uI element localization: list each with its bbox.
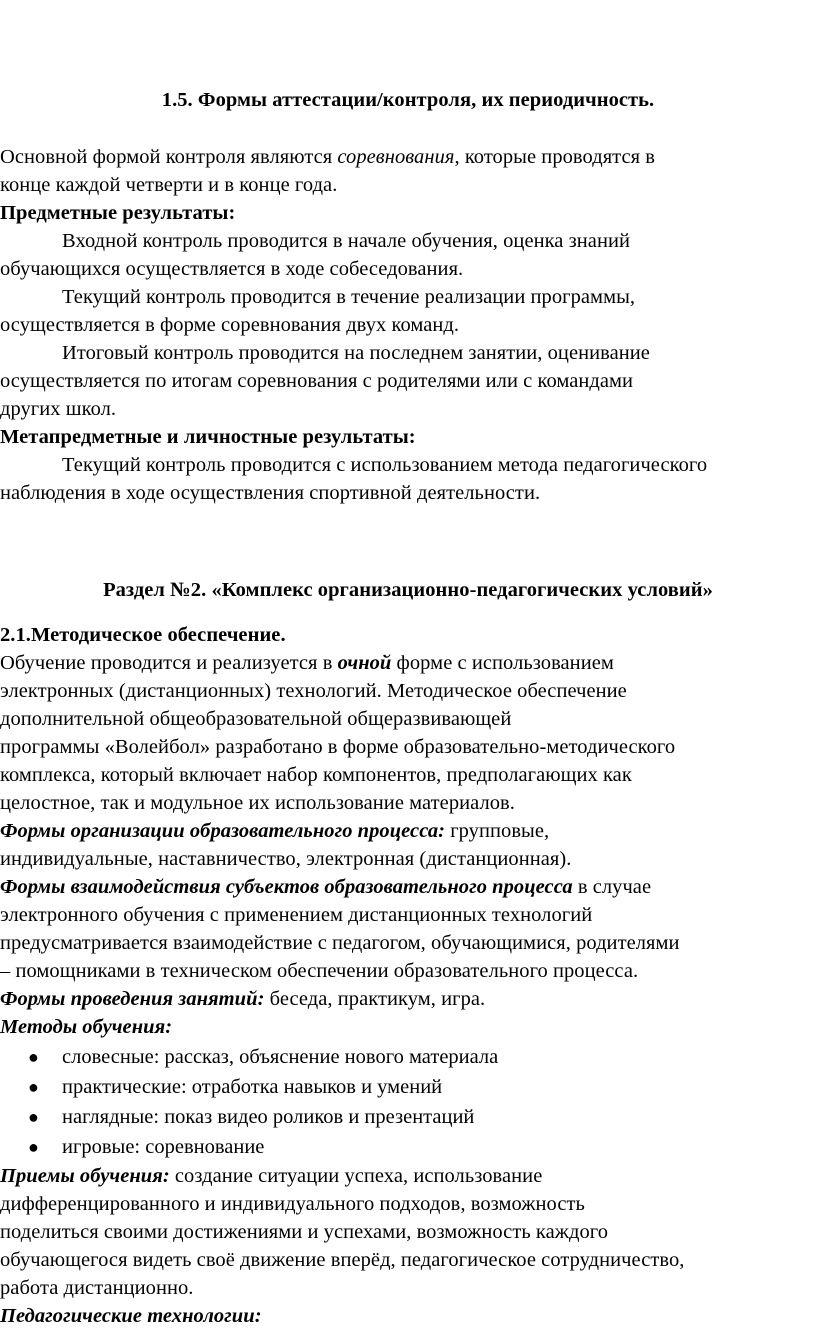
text: форме с использованием <box>391 652 614 674</box>
paragraph-line: дифференцированного и индивидуального подходов, возможность <box>0 1193 585 1215</box>
paragraph-line: обучающегося видеть своё движение вперёд, педагогическое сотрудничество, <box>0 1249 685 1271</box>
text: , которые проводятся в <box>454 146 655 168</box>
paragraph-line: электронных (дистанционных) технологий. Методическое обеспечение <box>0 680 627 702</box>
paragraph-line: осуществляется по итогам соревнования с родителями или с командами <box>0 370 634 392</box>
paragraph-line <box>0 649 614 677</box>
paragraph-line <box>0 817 549 845</box>
text: Обучение проводится и реализуется в <box>0 652 338 674</box>
list-item-text: практические: отработка навыков и умений <box>62 1076 443 1098</box>
paragraph-line: программы «Волейбол» разработано в форме образовательно-методического <box>0 736 676 758</box>
paragraph-line: поделиться своими достижениями и успехами, возможность каждого <box>0 1221 608 1243</box>
paragraph-line: осуществляется в форме соревнования двух команд. <box>0 314 460 336</box>
paragraph-line: Текущий контроль проводится в течение реализации программы, <box>62 286 636 308</box>
paragraph-line: наблюдения в ходе осуществления спортивной деятельности. <box>0 482 541 504</box>
bold-italic-text: очной <box>337 652 392 674</box>
text: в случае <box>572 876 652 898</box>
meta-results-heading: Метапредметные и личностные результаты: <box>0 426 416 448</box>
bullet-icon: ● <box>28 1107 39 1127</box>
bullet-icon: ● <box>28 1047 39 1067</box>
subject-results-heading: Предметные результаты: <box>0 202 236 224</box>
paragraph-line: предусматривается взаимодействие с педагогом, обучающимися, родителями <box>0 932 680 954</box>
section-title: Раздел №2. «Комплекс организационно-педагогических условий» <box>103 579 713 601</box>
paragraph-line: конце каждой четверти и в конце года. <box>0 174 338 196</box>
paragraph-line: Входной контроль проводится в начале обучения, оценка знаний <box>62 230 631 252</box>
bullet-icon: ● <box>28 1137 39 1157</box>
paragraph-line: электронного обучения с применением дистанционных технологий <box>0 904 593 926</box>
subsection-heading: 2.1.Методическое обеспечение. <box>0 624 286 646</box>
paragraph-line: комплекса, который включает набор компонентов, предполагающих как <box>0 764 632 786</box>
paragraph-line: целостное, так и модульное их использование материалов. <box>0 792 515 814</box>
list-item <box>0 1073 816 1101</box>
paragraph-line: дополнительной общеобразовательной общеразвивающей <box>0 708 512 730</box>
paragraph-line: индивидуальные, наставничество, электронная (дистанционная). <box>0 848 572 870</box>
italic-text: соревнования <box>337 146 455 168</box>
list-item-text: игровые: соревнование <box>62 1136 265 1158</box>
section-title: 1.5. Формы аттестации/контроля, их периодичность. <box>161 89 655 111</box>
methods-heading: Методы обучения: <box>0 1016 173 1038</box>
text: беседа, практикум, игра. <box>264 988 486 1010</box>
paragraph-line: Итоговый контроль проводится на последнем занятии, оценивание <box>62 342 650 364</box>
paragraph-line <box>0 985 485 1013</box>
list-item <box>0 1103 816 1131</box>
paragraph-line <box>0 1162 542 1190</box>
text: групповые, <box>445 820 550 842</box>
paragraph-line: других школ. <box>0 398 117 420</box>
bullet-icon: ● <box>28 1077 39 1097</box>
techniques-label: Приемы обучения: <box>0 1165 170 1187</box>
paragraph-line <box>0 143 655 171</box>
paragraph-line: – помощниками в техническом обеспечении образовательного процесса. <box>0 960 639 982</box>
paragraph-line: Текущий контроль проводится с использованием метода педагогического <box>62 454 708 476</box>
tech-heading: Педагогические технологии: <box>0 1305 262 1327</box>
forms-org-label: Формы организации образовательного процесса: <box>0 820 446 842</box>
paragraph-line: работа дистанционно. <box>0 1277 194 1299</box>
list-item <box>0 1043 816 1071</box>
list-item-text: наглядные: показ видео роликов и презентаций <box>62 1106 475 1128</box>
forms-interaction-label: Формы взаимодействия субъектов образовательного процесса <box>0 876 573 898</box>
forms-lessons-label: Формы проведения занятий: <box>0 988 265 1010</box>
text: Основной формой контроля являются <box>0 146 338 168</box>
list-item <box>0 1133 816 1161</box>
list-item-text: словесные: рассказ, объяснение нового материала <box>62 1046 499 1068</box>
paragraph-line <box>0 873 651 901</box>
text: создание ситуации успеха, использование <box>169 1165 543 1187</box>
paragraph-line: обучающихся осуществляется в ходе собеседования. <box>0 258 464 280</box>
